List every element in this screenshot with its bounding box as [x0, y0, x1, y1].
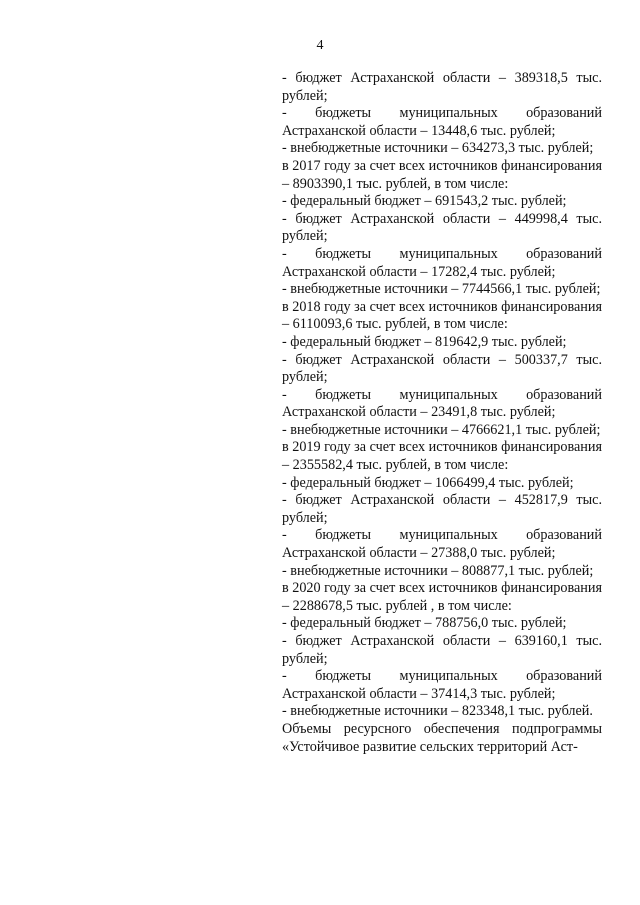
paragraph-extrabudgetary-2016: - внебюджетные источники – 634273,3 тыс. рублей; — [282, 140, 594, 157]
paragraph-municipal-budget-2018: - бюджеты муниципальных образований Астраханской области – 23491,8 тыс. рублей; — [282, 386, 602, 421]
paragraph-total-2017: в 2017 году за счет всех источников финансирования – 8903390,1 тыс. рублей, в том числе: — [282, 157, 602, 192]
paragraph-extrabudgetary-2017: - внебюджетные источники – 7744566,1 тыс. рублей; — [282, 281, 601, 298]
paragraph-regional-budget-2016: - бюджет Астраханской области – 389318,5 тыс. рублей; — [282, 70, 602, 104]
paragraph-federal-budget-2018: - федеральный бюджет – 819642,9 тыс. рублей; — [282, 333, 567, 350]
paragraph-federal-budget-2017: - федеральный бюджет – 691543,2 тыс. рублей; — [282, 193, 567, 210]
paragraph-total-2020: в 2020 году за счет всех источников финансирования – 2288678,5 тыс. рублей , в том числе: — [282, 580, 602, 614]
paragraph-subprogram-resources: Объемы ресурсного обеспечения подпрограммы «Устойчивое развитие сельских территорий Аст- — [282, 720, 602, 755]
paragraph-extrabudgetary-2020: - внебюджетные источники – 823348,1 тыс. рублей. — [282, 703, 593, 720]
paragraph-municipal-budget-2019: - бюджеты муниципальных образований Астраханской области – 27388,0 тыс. рублей; — [282, 527, 602, 562]
paragraph-federal-budget-2019: - федеральный бюджет – 1066499,4 тыс. рублей; — [282, 474, 574, 491]
paragraph-regional-budget-2017: - бюджет Астраханской области – 449998,4 тыс. рублей; — [282, 210, 602, 245]
page-number: 4 — [316, 38, 324, 53]
paragraph-extrabudgetary-2018: - внебюджетные источники – 4766621,1 тыс. рублей; — [282, 421, 601, 438]
paragraph-extrabudgetary-2019: - внебюджетные источники – 808877,1 тыс. рублей; — [282, 562, 594, 579]
paragraph-total-2018: в 2018 году за счет всех источников финансирования – 6110093,6 тыс. рублей, в том числе: — [282, 298, 602, 333]
funding-text-column — [282, 70, 602, 756]
paragraph-municipal-budget-2020: - бюджеты муниципальных образований Астраханской области – 37414,3 тыс. рублей; — [282, 668, 602, 702]
paragraph-total-2019: в 2019 году за счет всех источников финансирования – 2355582,4 тыс. рублей, в том числе: — [282, 439, 602, 474]
paragraph-regional-budget-2018: - бюджет Астраханской области – 500337,7 тыс. рублей; — [282, 351, 602, 386]
paragraph-municipal-budget-2016: - бюджеты муниципальных образований Астраханской области – 13448,6 тыс. рублей; — [282, 105, 602, 139]
paragraph-municipal-budget-2017: - бюджеты муниципальных образований Астраханской области – 17282,4 тыс. рублей; — [282, 245, 602, 280]
paragraph-regional-budget-2020: - бюджет Астраханской области – 639160,1 тыс. рублей; — [282, 633, 602, 667]
paragraph-federal-budget-2020: - федеральный бюджет – 788756,0 тыс. рублей; — [282, 615, 567, 632]
paragraph-regional-budget-2019: - бюджет Астраханской области – 452817,9 тыс. рублей; — [282, 492, 602, 526]
